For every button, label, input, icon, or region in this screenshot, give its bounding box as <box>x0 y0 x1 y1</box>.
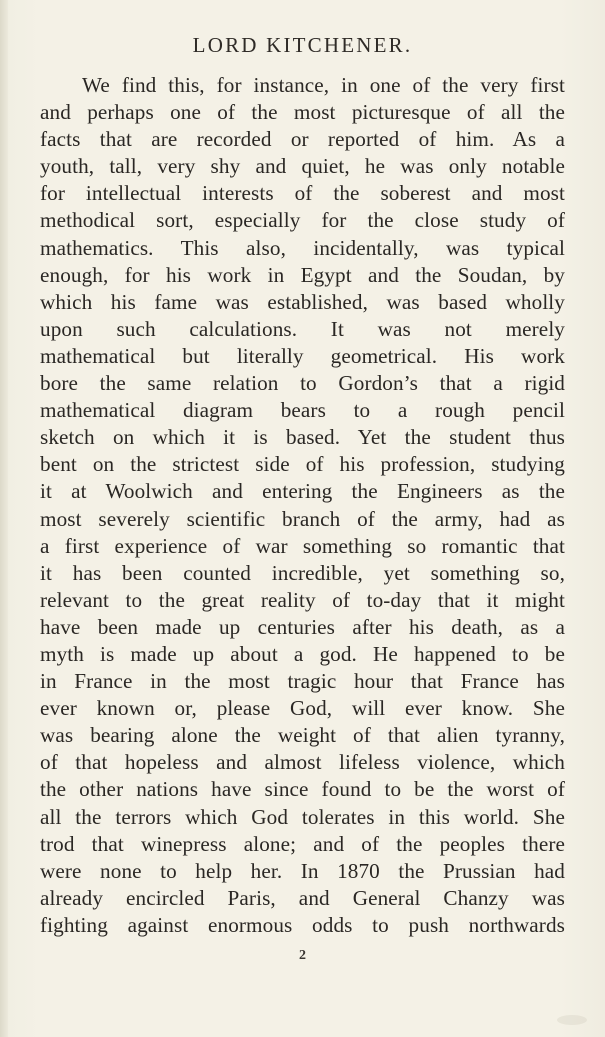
paper-stain <box>557 1015 587 1025</box>
text-line: myth is made up about a god. He happened to be <box>40 641 565 666</box>
text-line: mathematical but literally geometrical. His work <box>40 343 565 368</box>
text-line: most severely scientific branch of the army, had as <box>40 506 565 531</box>
text-line: for intellectual interests of the soberest and most <box>40 181 565 206</box>
text-line: youth, tall, very shy and quiet, he was only notable <box>40 154 565 179</box>
text-line: it has been counted incredible, yet something so, <box>40 560 565 585</box>
text-line: of that hopeless and almost lifeless violence, which <box>40 750 565 775</box>
text-line: a first experience of war something so romantic that <box>40 533 565 558</box>
page-number: 2 <box>299 948 306 963</box>
text-line: facts that are recorded or reported of him. As a <box>40 127 565 152</box>
text-line: the other nations have since found to be the worst of <box>40 777 565 802</box>
text-line: upon such calculations. It was not merely <box>40 316 565 341</box>
text-line: were none to help her. In 1870 the Prussian had <box>40 858 565 883</box>
text-line: relevant to the great reality of to-day that it might <box>40 587 565 612</box>
text-line: sketch on which it is based. Yet the student thus <box>40 425 565 450</box>
text-line: ever known or, please God, will ever know. She <box>40 696 565 721</box>
text-line: mathematical diagram bears to a rough pencil <box>40 398 565 423</box>
text-line: have been made up centuries after his death, as a <box>40 614 565 639</box>
text-line: enough, for his work in Egypt and the Soudan, by <box>40 262 565 287</box>
text-line: in France in the most tragic hour that France has <box>40 669 565 694</box>
text-line: all the terrors which God tolerates in this world. She <box>40 804 565 829</box>
text-line: was bearing alone the weight of that alien tyranny, <box>40 723 565 748</box>
text-line: bore the same relation to Gordon’s that a rigid <box>40 371 565 396</box>
text-line: it at Woolwich and entering the Engineers as the <box>40 479 565 504</box>
text-line: fighting against enormous odds to push northwards <box>40 912 565 937</box>
page-gutter <box>0 0 8 1037</box>
text-line: We find this, for instance, in one of the very first <box>82 73 565 97</box>
text-line: bent on the strictest side of his profession, studying <box>40 452 565 477</box>
body-text <box>40 72 565 939</box>
text-line: trod that winepress alone; and of the peoples there <box>40 831 565 856</box>
text-line: which his fame was established, was based wholly <box>40 289 565 314</box>
running-head: LORD KITCHENER. <box>192 33 413 57</box>
text-line: and perhaps one of the most picturesque of all the <box>40 100 565 125</box>
text-line: methodical sort, especially for the close study of <box>40 208 565 233</box>
text-line: mathematics. This also, incidentally, was typical <box>40 235 565 260</box>
text-line: already encircled Paris, and General Chanzy was <box>40 885 565 910</box>
